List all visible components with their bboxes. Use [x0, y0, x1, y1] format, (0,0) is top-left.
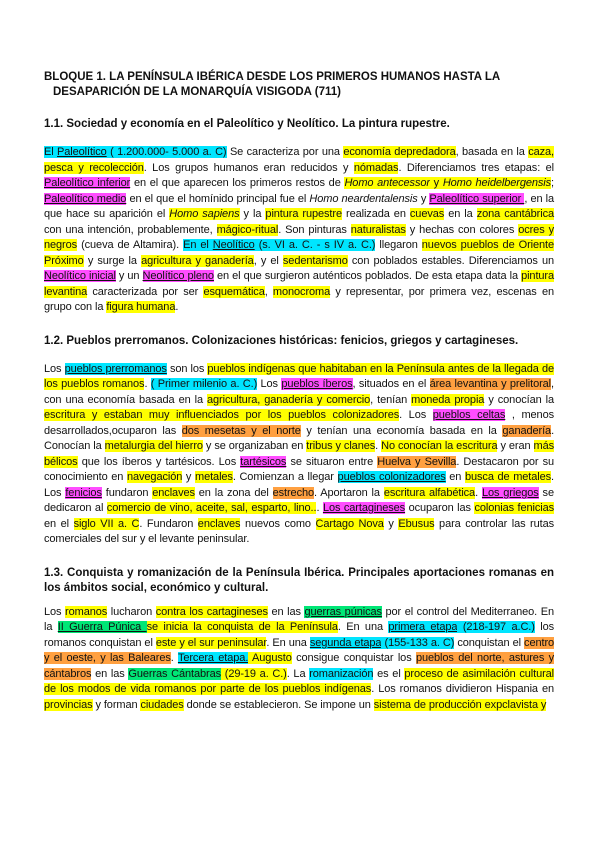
text-run: . Conocían la [44, 424, 555, 452]
text-run: . [170, 652, 178, 664]
text-run: realizada en [341, 208, 410, 220]
text-run: . Los romanos dividieron Hispania en [371, 683, 554, 695]
highlighted-term: pueblos prerromanos [64, 362, 167, 375]
highlighted-term: pueblos colonizadores [337, 471, 446, 483]
highlighted-term: ( Primer milenio a. C.) [150, 378, 258, 390]
highlighted-term: estrecho [272, 486, 314, 499]
text-run: Los [44, 362, 65, 375]
highlighted-term: caza, pesca y recolección [44, 146, 555, 174]
highlighted-term: enclaves [197, 517, 241, 530]
text-run: ; [551, 177, 555, 189]
text-run: caracterizada por ser [87, 285, 204, 298]
text-run: y [182, 471, 196, 483]
text-run: , menos desarrollados,ocuparon las [44, 409, 554, 437]
highlighted-term: este y el sur peninsular [155, 636, 267, 649]
text-run: en las [91, 667, 129, 680]
text-run: en [445, 471, 465, 483]
highlighted-term: Los cartagineses [322, 502, 406, 514]
highlighted-term: Paleolítico superior [429, 192, 525, 205]
text-run: en la zona del [194, 486, 273, 499]
text-run: se dedicaron al [44, 486, 554, 514]
text-run: Homo neardentalensis [309, 192, 418, 205]
highlighted-term: Neolítico inicial [44, 270, 116, 282]
highlighted-term: (s. VI a. C. - s IV a. C.) [254, 239, 376, 251]
text-run: , basada en la [455, 146, 529, 158]
highlighted-term: metalurgia del hierro [104, 440, 203, 452]
text-run: en el [44, 517, 74, 530]
highlighted-term: tartésicos [240, 455, 287, 468]
highlighted-term: proceso de asimilación cultural de los modos de vida romanos por parte de los pueblos indígenas [44, 667, 555, 695]
text-run: y conocían la [484, 393, 554, 406]
highlighted-term: monocroma [272, 285, 331, 298]
highlighted-term: II Guerra Púnica [57, 621, 147, 633]
text-run: , [264, 285, 273, 298]
highlighted-term: Homo heidelbergensis [442, 177, 552, 189]
highlighted-term: y [429, 177, 443, 189]
text-run: los romanos conquistan el [44, 621, 554, 649]
highlighted-term: Guerras Cántabras [128, 667, 222, 680]
highlighted-term: primera etapa [388, 621, 458, 633]
highlighted-term: busca de metales [465, 471, 552, 483]
highlighted-term: (29-19 a. C.) [221, 667, 287, 680]
highlighted-term: ciudades [140, 698, 184, 711]
text-run: y eran [497, 440, 534, 452]
text-run: y surge la [83, 254, 142, 267]
text-run: , con una economía basada en la [44, 378, 554, 406]
text-run: fundaron [101, 486, 153, 499]
bloque-title-line-2: DESAPARICIÓN DE LA MONARQUÍA VISIGODA (711) [53, 86, 341, 98]
text-run: conquistan el [454, 636, 525, 649]
text-run: . [475, 486, 482, 499]
highlighted-term: Ebusus [398, 517, 435, 530]
highlighted-term: Los griegos [481, 486, 539, 499]
highlighted-term: sedentarismo [282, 254, 348, 267]
highlighted-term: fenicios [65, 486, 102, 499]
highlighted-term: provincias [44, 698, 93, 711]
highlighted-term: No conocían la escritura [381, 440, 498, 452]
highlighted-term: metales [195, 471, 233, 483]
text-run: consigue conquistar los [291, 652, 416, 664]
text-run: y representar, por primera vez, escenas en grupo con la [44, 285, 554, 313]
highlighted-term: mágico-ritual [216, 223, 279, 236]
text-run: Los [257, 378, 282, 390]
highlighted-term: ( 1.200.000- 5.000 a. C) [106, 146, 227, 158]
text-run: y se organizaban en [202, 440, 307, 452]
text-run: y forman [92, 698, 141, 711]
highlighted-term: cuevas [409, 208, 445, 220]
highlighted-term: romanización [309, 667, 374, 680]
text-run: . En una [266, 636, 310, 649]
text-run: ocuparon las [405, 502, 475, 514]
text-run: . Destacaron por su conocimiento en [44, 455, 554, 483]
text-run: . En una [337, 621, 389, 633]
text-run: se situaron entre [286, 455, 378, 468]
highlighted-term: (218-197 a.C.) [457, 621, 535, 633]
highlighted-term: navegación [126, 471, 183, 483]
bloque-title [44, 70, 554, 100]
document-page [44, 70, 554, 731]
highlighted-term: pueblos indígenas que habitaban en la Península antes de la llegada de los pueblos romanos [44, 362, 554, 390]
text-run: . La [286, 667, 310, 680]
highlighted-term: pintura rupestre [265, 208, 342, 220]
text-run: , en la que hace su aparición el [44, 192, 554, 220]
highlighted-term: Tercera etapa. [177, 652, 249, 664]
text-run: . Los [44, 471, 555, 499]
text-run: para controlar las rutas comerciales del sur y el levante peninsular. [44, 517, 555, 545]
highlighted-term: nómadas [353, 161, 399, 174]
highlighted-term: Augusto [248, 652, 292, 664]
section-heading-1-3: 1.3. Conquista y romanización de la Península Ibérica. Principales aportaciones romanas en los ámbitos social, económico y cultural. [44, 566, 554, 594]
text-run: es el [373, 667, 405, 680]
highlighted-term: figura humana [106, 301, 176, 313]
text-run: Se caracteriza por una [226, 146, 344, 158]
highlighted-term: agricultura y ganadería [141, 254, 254, 267]
highlighted-term: se inicia la conquista de la Península [146, 621, 338, 633]
section-paragraph-1-1 [44, 145, 554, 316]
highlighted-term: Neolítico pleno [142, 270, 214, 282]
highlighted-term: naturalistas [350, 223, 406, 236]
highlighted-term: escritura y estaban muy influenciados por los pueblos colonizadores [44, 409, 400, 421]
highlighted-term: economía depredadora [343, 146, 456, 158]
highlighted-term: romanos [65, 605, 108, 618]
text-run: son los [166, 362, 208, 375]
text-run: en la [444, 208, 477, 220]
text-run: . Los [399, 409, 433, 421]
highlighted-term: dos mesetas y el norte [181, 424, 301, 437]
highlighted-term: Paleolítico medio [44, 192, 127, 205]
highlighted-term: segunda etapa [309, 636, 382, 649]
highlighted-term: esquemática [203, 285, 265, 298]
highlighted-term: pueblos del norte, astures y cántabros [44, 652, 555, 680]
text-run: en el que aparecen los primeros restos de [130, 177, 345, 189]
text-run: , tenían [370, 393, 412, 406]
text-run: en el que surgieron auténticos poblados. De esta etapa data la [213, 270, 522, 282]
text-run: nuevos como [240, 517, 316, 530]
highlighted-term: más bélicos [44, 440, 554, 468]
text-run: Los [44, 605, 66, 618]
highlighted-term: área levantina y prelitoral [429, 378, 552, 390]
highlighted-term: Paleolítico [57, 146, 107, 158]
highlighted-term: Homo antecessor [344, 177, 430, 189]
highlighted-term: siglo VII a. C [73, 517, 140, 530]
text-run: y la [239, 208, 266, 220]
text-run: y un [115, 270, 143, 282]
highlighted-term: escritura alfabética [383, 486, 476, 499]
text-run: llegaron [375, 239, 422, 251]
highlighted-term: ocres y negros [44, 223, 554, 251]
text-run: . Comienzan a llegar [232, 471, 338, 483]
section-heading-1-1: 1.1. Sociedad y economía en el Paleolítico y Neolítico. La pintura rupestre. [44, 118, 450, 130]
text-run: por el control del Mediterraneo. En la [44, 605, 554, 633]
highlighted-term: pueblos celtas [432, 409, 506, 421]
text-run: . [144, 378, 151, 390]
highlighted-term: pintura levantina [44, 270, 554, 298]
highlighted-term: moneda propia [411, 393, 485, 406]
section-paragraph-1-2 [44, 362, 554, 548]
text-run: y [383, 517, 399, 530]
highlighted-term: colonias fenicias [474, 502, 555, 514]
highlighted-term: tribus y clanes [306, 440, 376, 452]
highlighted-term: nuevos pueblos de Oriente Próximo [44, 239, 554, 267]
highlighted-term: agricultura, ganadería y comercio [207, 393, 371, 406]
text-run: y tenían una economía basada en la [300, 424, 503, 437]
highlighted-term: enclaves [152, 486, 195, 499]
text-run: , situados en el [352, 378, 430, 390]
text-run: . [175, 301, 179, 313]
highlighted-term: Neolítico [212, 239, 255, 251]
highlighted-term: Huelva y Sevilla [377, 455, 457, 468]
highlighted-term: El [44, 146, 58, 158]
highlighted-term: ganadería [502, 424, 552, 437]
highlighted-term: Paleolítico inferior [44, 177, 131, 189]
highlighted-term: En el [183, 239, 213, 251]
text-run: con una intención, probablemente, [44, 223, 217, 236]
highlighted-term: comercio de vino, aceite, sal, esparto, lino.. [106, 502, 317, 514]
highlighted-term: Cartago Nova [315, 517, 384, 530]
text-run: . Diferenciamos tres etapas: el [398, 161, 554, 174]
highlighted-term: guerras púnicas [304, 605, 382, 618]
text-run: . Son pinturas [278, 223, 351, 236]
highlighted-term: Homo sapiens [169, 208, 240, 220]
text-run: lucharon [107, 605, 156, 618]
highlighted-term: pueblos íberos [281, 378, 353, 390]
highlighted-term: centro y el oeste, y las Baleares [44, 636, 555, 664]
text-run: con poblados estables. Diferenciamos un [347, 254, 554, 267]
highlighted-term: zona cantábrica [476, 208, 554, 220]
text-run: en el que el homínido principal fue el [126, 192, 310, 205]
section-heading-1-2: 1.2. Pueblos prerromanos. Colonizaciones históricas: fenicios, griegos y cartagineses. [44, 334, 519, 347]
highlighted-term: contra los cartagineses [155, 605, 268, 618]
text-run: . [316, 502, 323, 514]
section-paragraph-1-3 [44, 605, 554, 714]
text-run: (cueva de Altamira). [77, 239, 184, 251]
bloque-title-line-1: BLOQUE 1. LA PENÍNSULA IBÉRICA DESDE LOS PRIMEROS HUMANOS HASTA LA [44, 71, 501, 83]
text-run: donde se establecieron. Se impone un [183, 698, 374, 711]
text-run: . [375, 440, 382, 452]
text-run: . Aportaron la [314, 486, 384, 499]
highlighted-term: (155-133 a. C) [381, 636, 455, 649]
text-run: . Fundaron [139, 517, 198, 530]
highlighted-term: sistema de producción expclavista y [373, 698, 547, 711]
text-run: y hechas con colores [405, 223, 519, 236]
text-run: , y el [253, 254, 283, 267]
text-run: que los íberos y tartésicos. Los [77, 455, 241, 468]
text-run: . Los grupos humanos eran reducidos y [143, 161, 354, 174]
text-run: en las [267, 605, 305, 618]
text-run: y [417, 192, 430, 205]
